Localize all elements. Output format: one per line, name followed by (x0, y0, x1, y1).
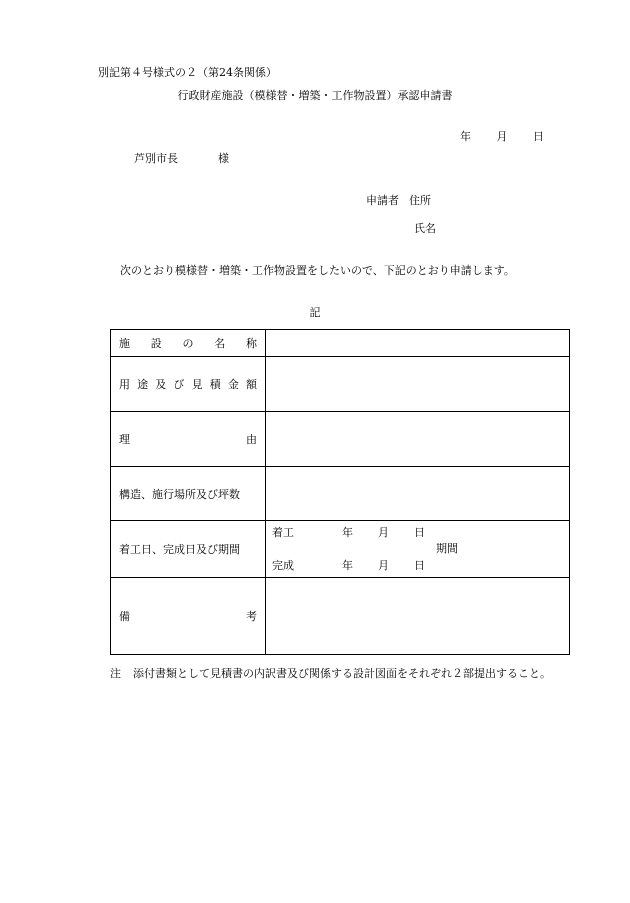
ki-label: 記 (309, 306, 321, 319)
start-day-label: 日 (414, 526, 425, 539)
label-char: び (173, 378, 185, 391)
label-char: 用 (119, 378, 130, 391)
remarks-label (111, 578, 266, 655)
facility-name-label (111, 330, 266, 357)
body-text: 次のとおり模様替・増築・工作物設置をしたいので、下記のとおり申請します。 (120, 264, 515, 277)
label-char: 途 (137, 378, 149, 391)
label-char: 設 (150, 337, 162, 350)
facility-name-field[interactable] (266, 330, 570, 357)
remarks-field[interactable] (266, 578, 570, 655)
end-label: 完成 (272, 559, 294, 572)
label-char: 及 (155, 378, 167, 391)
note-text: 添付書類として見積書の内訳書及び関係する設計図面をそれぞれ２部提出すること。 (133, 667, 551, 680)
addressee-name: 芦別市長 (134, 152, 178, 165)
date-year-label: 年 (460, 130, 471, 143)
reason-field[interactable] (266, 412, 570, 467)
date-day-label: 日 (533, 130, 544, 143)
label-char: 備 (119, 610, 130, 623)
label-char: 見 (191, 378, 203, 391)
application-table (110, 329, 570, 655)
schedule-field[interactable] (266, 521, 570, 578)
date-line (460, 130, 544, 144)
use-estimate-label (111, 357, 266, 412)
label-char: 考 (246, 610, 257, 623)
structure-location-field[interactable] (266, 467, 570, 521)
label-char: 称 (246, 337, 257, 350)
label-char: 理 (119, 433, 130, 446)
table-row (111, 357, 570, 412)
applicant-label: 申請者 (366, 194, 399, 207)
period-label: 期間 (436, 542, 458, 555)
schedule-label: 着工日、完成日及び期間 (111, 521, 266, 578)
label-char: 名 (214, 337, 226, 350)
label-char: 額 (245, 378, 257, 391)
applicant-name-label: 氏名 (414, 222, 436, 235)
label-char: 金 (227, 378, 239, 391)
start-label: 着工 (272, 526, 294, 539)
label-char: の (182, 337, 194, 350)
note-label: 注 (110, 667, 121, 680)
use-estimate-field[interactable] (266, 357, 570, 412)
end-day-label: 日 (414, 559, 425, 572)
label-char: 施 (119, 337, 130, 350)
footnote (110, 667, 551, 681)
document-title: 行政財産施設（模様替・増築・工作物設置）承認申請書 (177, 89, 453, 102)
label-char: 積 (209, 378, 221, 391)
reason-label (111, 412, 266, 467)
addressee (134, 152, 229, 166)
start-year-label: 年 (342, 526, 353, 539)
structure-location-label: 構造、施行場所及び坪数 (111, 467, 266, 521)
date-month-label: 月 (496, 130, 508, 143)
table-row (111, 467, 570, 521)
end-year-label: 年 (342, 559, 353, 572)
table-row (111, 578, 570, 655)
applicant-address-line (366, 194, 431, 208)
start-month-label: 月 (378, 526, 389, 539)
form-number: 別記第４号様式の２（第24条関係） (98, 66, 277, 79)
table-row (111, 412, 570, 467)
applicant-address-label: 住所 (409, 194, 431, 207)
end-month-label: 月 (378, 559, 389, 572)
table-row (111, 521, 570, 578)
label-char: 由 (246, 433, 257, 446)
table-row (111, 330, 570, 357)
addressee-suffix: 様 (218, 152, 229, 165)
